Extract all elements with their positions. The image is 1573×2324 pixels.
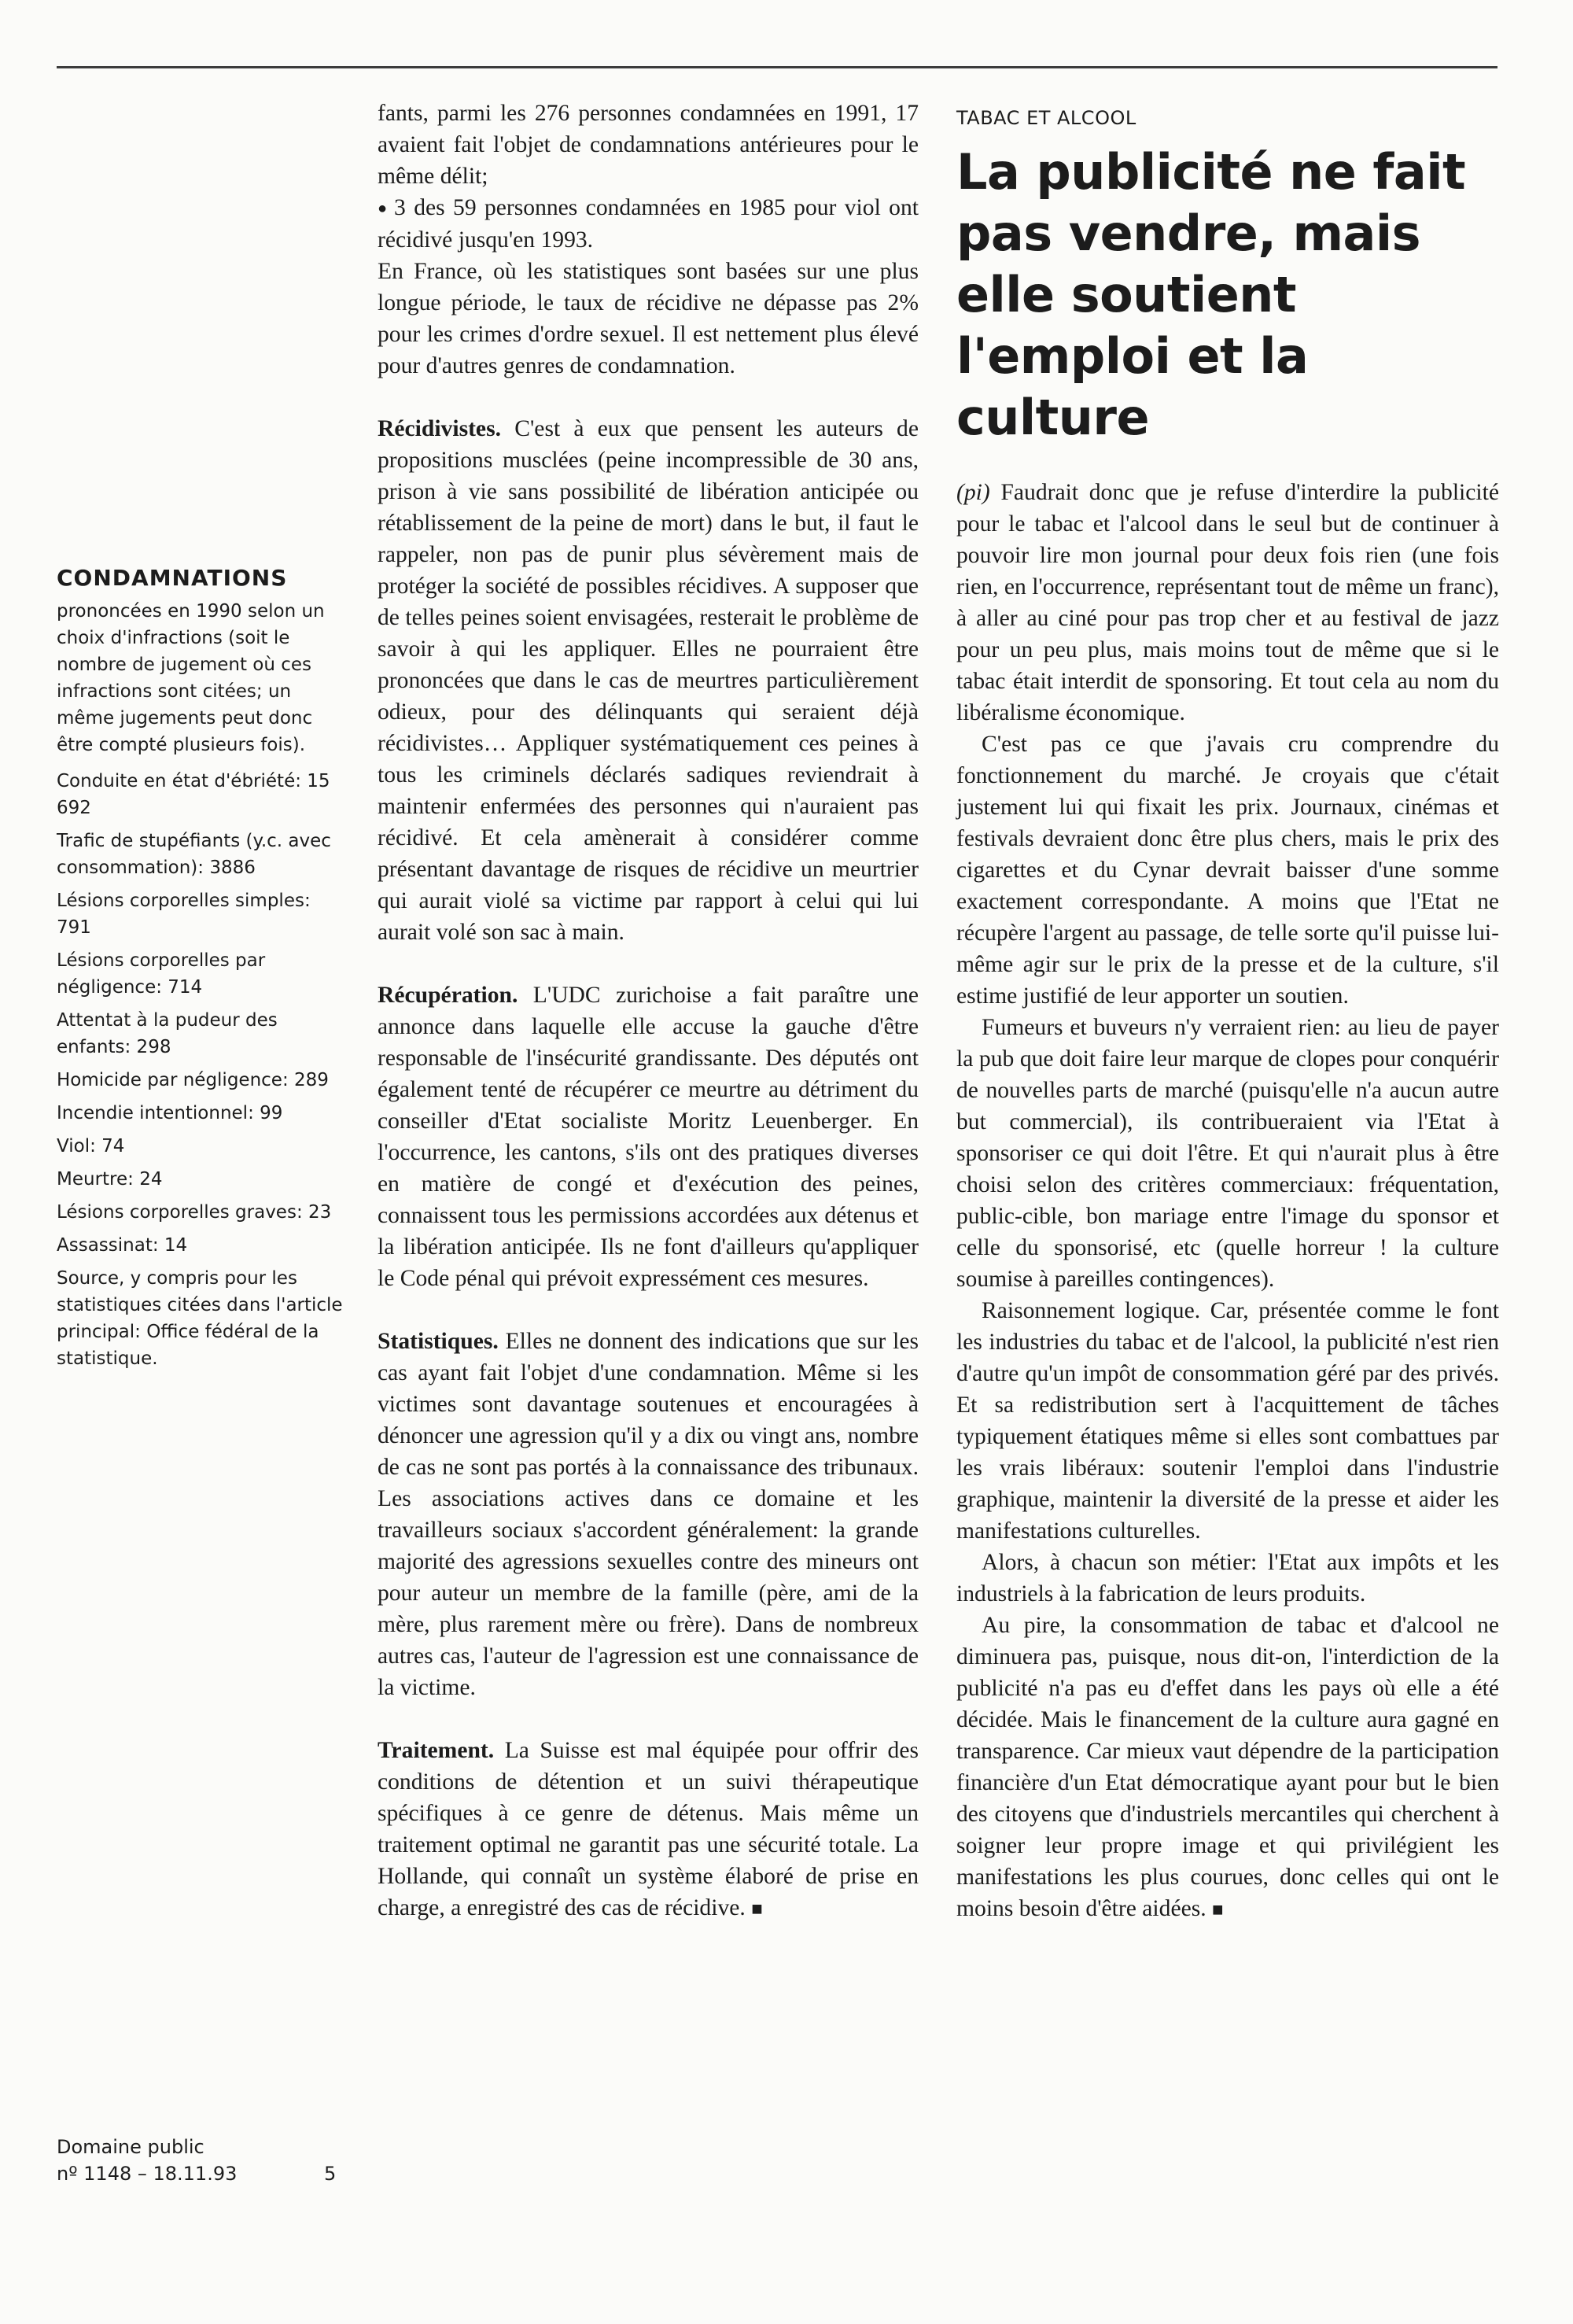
stat-item: Trafic de stupéfiants (y.c. avec consommation): 3886: [57, 831, 331, 878]
section-heading: Récidivistes.: [378, 416, 501, 441]
section-heading: Récupération.: [378, 983, 518, 1008]
article-kicker: TABAC ET ALCOOL: [956, 107, 1136, 129]
article-paragraph: Raisonnement logique. Car, présentée comme le font les industries du tabac et de l'alcool, la publicité n'est rien d'autre qu'un impôt de consommation géré par des privés. Et sa redistribution sert à l'acquittement de tâches typiquement étatiques même si elles sont combattues par les vrais libéraux: soutenir l'emploi dans l'industrie graphique, maintenir la diversité de la presse et aider les manifestations culturelles.: [956, 1298, 1499, 1544]
sidebar-title: CONDAMNATIONS: [57, 565, 288, 591]
section-text: La Suisse est mal équipée pour offrir des conditions de détention et un suivi thérapeutique spécifiques à ce genre de détenus. Mais même un traitement optimal ne garantit pas une sécurité totale. La Hollande, qui connaît un système élaboré de prise en charge, a enregistré des cas de récidive.: [378, 1738, 919, 1920]
article-paragraph: [956, 1610, 1499, 1926]
section-recuperation: [378, 979, 919, 1294]
stat-item: Incendie intentionnel: 99: [57, 1103, 283, 1123]
section-text: Elles ne donnent des indications que sur les cas ayant fait l'objet d'une condamnation. Même si les victimes sont davantage soutenues et encouragées à dénoncer une agression qu'il y a dix ou vingt ans, nombre de cas ne sont pas portés à la connaissance des tribunaux. Les associations actives dans ce domaine et les travailleurs sociaux s'accordent généralement: la grande majorité des agressions sexuelles contre des mineurs ont pour auteur un membre de la famille (père, ami de la mère, plus rarement mère ou frère). Dans de nombreux autres cas, l'auteur de l'agression est une connaissance de la victime.: [378, 1329, 919, 1700]
paragraph-text: Faudrait donc que je refuse d'interdire la publicité pour le tabac et l'alcool dans le seul but de continuer à pouvoir lire mon journal pour deux fois rien (une fois rien, en l'occurrence, représentant tout de même un franc), à aller au ciné pour pas trop cher et au festival de jazz pour un peu plus, mais moins tout de même que si le tabac était interdit de sponsoring. Et tout cela au nom du libéralisme économique.: [956, 480, 1499, 725]
issue-number: nº 1148 – 18.11.93: [57, 2163, 238, 2185]
end-of-article-mark: ■: [751, 1899, 763, 1920]
article-bullet: [378, 192, 919, 256]
sidebar-condamnations: [57, 565, 348, 1372]
stat-item: Viol: 74: [57, 1136, 125, 1156]
article-paragraph: Fumeurs et buveurs n'y verraient rien: au lieu de payer la pub que doit faire leur marque de clopes pour conquérir de nouvelles parts de marché (puisqu'elle n'a aucun autre but commercial), ils contribueraient via l'Etat à sponsoriser ce qui doit l'être. Et qui n'aurait plus à être choisi selon des critères commerciaux: fréquentation, public-cible, bon mariage entre l'image du sponsor et celle du sponsorisé, etc (quelle horreur ! la culture soumise à pareilles contingences).: [956, 1015, 1499, 1292]
stat-item: Lésions corporelles graves: 23: [57, 1202, 332, 1223]
stat-item: Assassinat: 14: [57, 1235, 188, 1256]
page-footer: [57, 2134, 371, 2187]
page-number: 5: [324, 2163, 337, 2185]
article-opening: fants, parmi les 276 personnes condamnées en 1991, 17 avaient fait l'objet de condamnations antérieures pour le même délit;: [378, 101, 919, 189]
section-heading: Traitement.: [378, 1738, 495, 1763]
bullet-text: 3 des 59 personnes condamnées en 1985 pour viol ont récidivé jusqu'en 1993.: [378, 195, 919, 253]
paragraph-text: Au pire, la consommation de tabac et d'alcool ne diminuera pas, puisque, nous dit-on, l'interdiction de la publicité n'a pas eu d'effet dans les pays où elle a été décidée. Mais le financement de la culture aura gagné en transparence. Car mieux vaut dépendre de la participation financière d'un Etat démocratique ayant pour but le bien des citoyens que d'industriels mercantiles qui cherchent à soigner leur propre image et qui privilégient les manifestations les plus courues, donc celles qui ont le moins besoin d'être aidées.: [956, 1613, 1499, 1921]
section-statistiques: [378, 1326, 919, 1703]
sidebar-intro: prononcées en 1990 selon un choix d'infractions (soit le nombre de jugement où ces infractions sont citées; un même jugements peut donc être compté plusieurs fois).: [57, 601, 325, 755]
section-text: C'est à eux que pensent les auteurs de propositions musclées (peine incompressible de 30 ans, prison à vie sans possibilité de libération anticipée ou rétablissement de la peine de mort) dans le but, il faut le rappeler, non pas de punir plus sévèrement mais de protéger la société de possibles récidives. A supposer que de telles peines soient envisagées, resterait le problème de savoir à qui les appliquer. Elles ne pourraient être prononcées que dans le cas de meurtres particulièrement odieux, pour des délinquants qui seraient déjà récidivistes… Appliquer systématiquement ces peines à tous les criminels déclarés sadiques reviendrait à maintenir enfermées des personnes qui n'auraient pas récidivé. Et cela amènerait à considérer comme présentant davantage de risques de récidive un meurtrier qui aurait violé sa victime par rapport à celui qui lui aurait volé son sac à main.: [378, 416, 919, 945]
section-recidivistes: [378, 413, 919, 948]
article-paragraph: Alors, à chacun son métier: l'Etat aux impôts et les industriels à la fabrication de leurs produits.: [956, 1550, 1499, 1607]
stat-item: Lésions corporelles simples: 791: [57, 891, 311, 938]
sidebar-source: Source, y compris pour les statistiques citées dans l'article principal: Office fédéral de la statistique.: [57, 1268, 343, 1369]
article-paragraph: C'est pas ce que j'avais cru comprendre du fonctionnement du marché. Je croyais que c'était justement lui qui fixait les prix. Journaux, cinémas et festivals devraient donc être plus chers, mais le prix des cigarettes et du Cynar devrait baisser d'une somme exactement correspondante. A moins que l'Etat ne récupère l'argent au passage, de telle sorte qu'il puisse lui-même agir sur le prix de la presse et de la culture, s'il estime justifié de leur apporter un soutien.: [956, 732, 1499, 1009]
top-rule: [57, 66, 1497, 68]
article-tabac-alcool: [956, 98, 1499, 1926]
sidebar-stat-list: [57, 768, 348, 1259]
stat-item: Meurtre: 24: [57, 1169, 163, 1190]
stat-item: Conduite en état d'ébriété: 15 692: [57, 771, 330, 818]
author-initials: (pi): [956, 480, 990, 505]
article-continued-column: [378, 98, 919, 1925]
article-paragraph: [956, 477, 1499, 729]
article-france-paragraph: En France, où les statistiques sont basées sur une plus longue période, le taux de récidive ne dépasse pas 2% pour les crimes d'ordre sexuel. Il est nettement plus élevé pour d'autres genres de condamnation.: [378, 259, 919, 378]
section-traitement: [378, 1735, 919, 1925]
end-of-article-mark: ■: [1212, 1900, 1224, 1920]
publication-name: Domaine public: [57, 2136, 204, 2158]
stat-item: Homicide par négligence: 289: [57, 1070, 329, 1090]
article-headline: La publicité ne fait pas vendre, mais elle soutient l'emploi et la culture: [956, 143, 1466, 446]
section-text: L'UDC zurichoise a fait paraître une annonce dans laquelle elle accuse la gauche d'être responsable de l'insécurité grandissante. Des députés ont également tenté de récupérer ce meurtre au détriment du conseiller d'Etat socialiste Moritz Leuenberger. En l'occurrence, les cantons, s'ils ont des pratiques diverses en matière de congé et d'exécution des peines, connaissent tous les permissions accordées aux détenus et la libération anticipée. Ils ne font d'ailleurs qu'appliquer le Code pénal qui prévoit expressément ces mesures.: [378, 983, 919, 1291]
section-heading: Statistiques.: [378, 1329, 499, 1354]
stat-item: Attentat à la pudeur des enfants: 298: [57, 1010, 278, 1057]
stat-item: Lésions corporelles par négligence: 714: [57, 950, 266, 998]
